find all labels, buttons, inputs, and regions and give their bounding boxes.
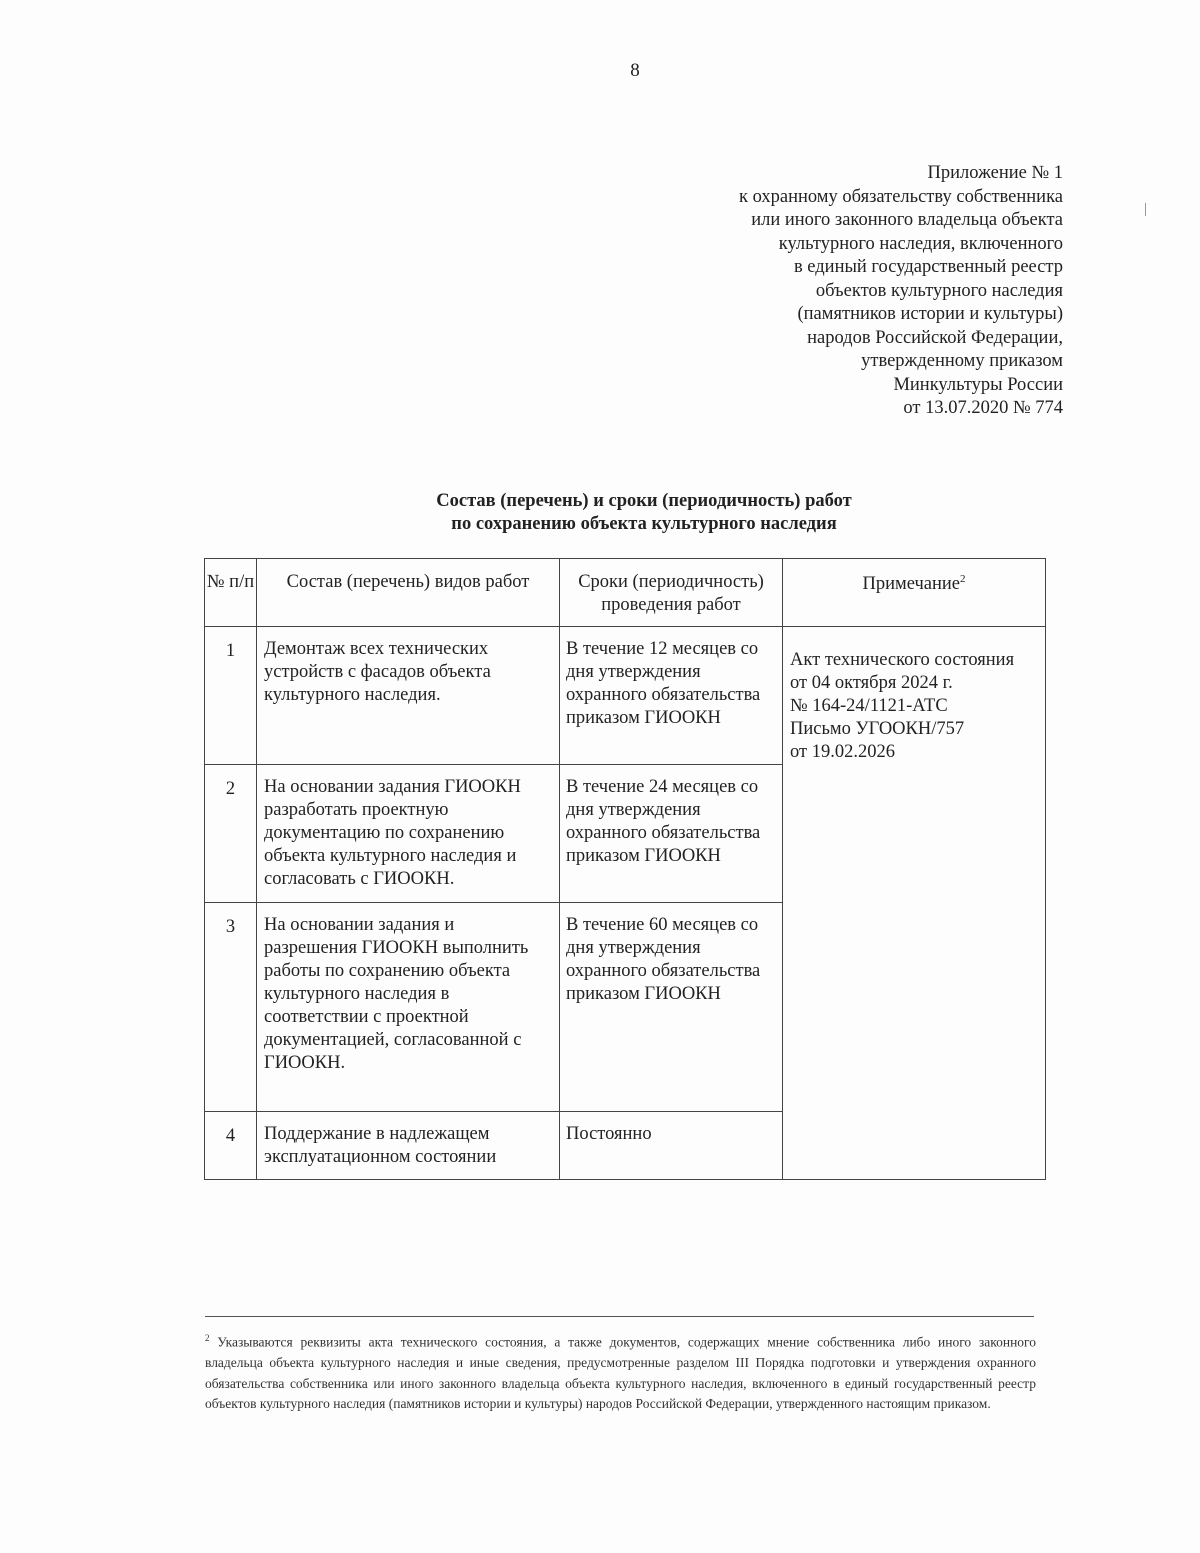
note-line: № 164-24/1121-АТС xyxy=(790,696,948,716)
row-works: На основании задания и разрешения ГИООКН выполнить работы по сохранению объекта культурного наследия в соответствии с проектной документацией, согласованной с ГИООКН. xyxy=(257,903,560,1112)
row-works: Поддержание в надлежащем эксплуатационном состоянии xyxy=(257,1112,560,1180)
works-table xyxy=(204,558,1046,1180)
footnote-mark: 2 xyxy=(205,1333,210,1343)
scan-mark xyxy=(1145,203,1146,216)
table-header-row xyxy=(205,559,1046,627)
appendix-line: культурного наследия, включенного xyxy=(778,233,1063,254)
appendix-line: народов Российской Федерации, xyxy=(807,327,1063,348)
table-row xyxy=(205,627,1046,765)
appendix-line: от 13.07.2020 № 774 xyxy=(903,398,1063,418)
row-number: 1 xyxy=(205,627,257,765)
title-line-1: Состав (перечень) и сроки (периодичность) работ xyxy=(436,491,852,511)
page-number: 8 xyxy=(630,60,640,81)
note-line: от 04 октября 2024 г. xyxy=(790,673,953,693)
footnote-ref: 2 xyxy=(960,573,966,585)
row-terms: Постоянно xyxy=(560,1112,783,1180)
footnote xyxy=(205,1328,1036,1415)
appendix-line: Минкультуры России xyxy=(893,374,1063,395)
appendix-line: утвержденному приказом xyxy=(861,351,1063,371)
row-number: 4 xyxy=(205,1112,257,1180)
header-works: Состав (перечень) видов работ xyxy=(257,559,560,627)
row-works: На основании задания ГИООКН разработать проектную документацию по сохранению объекта культурного наследия и согласовать с ГИООКН. xyxy=(257,765,560,903)
appendix-line: в единый государственный реестр xyxy=(793,257,1063,277)
document-title xyxy=(0,490,1200,536)
appendix-line: или иного законного владельца объекта xyxy=(751,210,1063,230)
footnote-text: Указываются реквизиты акта технического состояния, а также документов, содержащих мнение собственника либо иного законного владельца объекта культурного наследия и иные сведения, предусмотренные разделом III Порядка подготовки и утверждения охранного обязательства собственника или иного законного владельца объекта культурного наследия, включенного в единый государственный реестр объектов культурного наследия (памятников истории и культуры) народов Российской Федерации, утвержденного настоящим приказом. xyxy=(205,1334,1036,1411)
row-terms: В течение 24 месяцев со дня утверждения охранного обязательства приказом ГИООКН xyxy=(560,765,783,903)
appendix-line: объектов культурного наследия xyxy=(815,280,1063,301)
row-works: Демонтаж всех технических устройств с фасадов объекта культурного наследия. xyxy=(257,627,560,765)
header-terms: Сроки (периодичность) проведения работ xyxy=(560,559,783,627)
row-terms: В течение 60 месяцев со дня утверждения охранного обязательства приказом ГИООКН xyxy=(560,903,783,1112)
note-line: Письмо УГООКН/757 xyxy=(790,719,965,739)
header-num: № п/п xyxy=(205,559,257,627)
title-line-2: по сохранению объекта культурного наследия xyxy=(451,514,837,534)
row-number: 3 xyxy=(205,903,257,1112)
row-terms: В течение 12 месяцев со дня утверждения охранного обязательства приказом ГИООКН xyxy=(560,627,783,765)
appendix-line: Приложение № 1 xyxy=(927,163,1063,183)
note-line: Акт технического состояния xyxy=(790,650,1015,670)
appendix-line: (памятников истории и культуры) xyxy=(797,304,1063,324)
note-cell xyxy=(783,627,1046,1180)
appendix-header xyxy=(583,162,1063,421)
header-note: Примечание$^2$ xyxy=(783,559,1046,627)
footnote-divider xyxy=(205,1316,1034,1317)
row-number: 2 xyxy=(205,765,257,903)
note-line: от 19.02.2026 xyxy=(790,742,895,762)
appendix-line: к охранному обязательству собственника xyxy=(738,186,1063,207)
